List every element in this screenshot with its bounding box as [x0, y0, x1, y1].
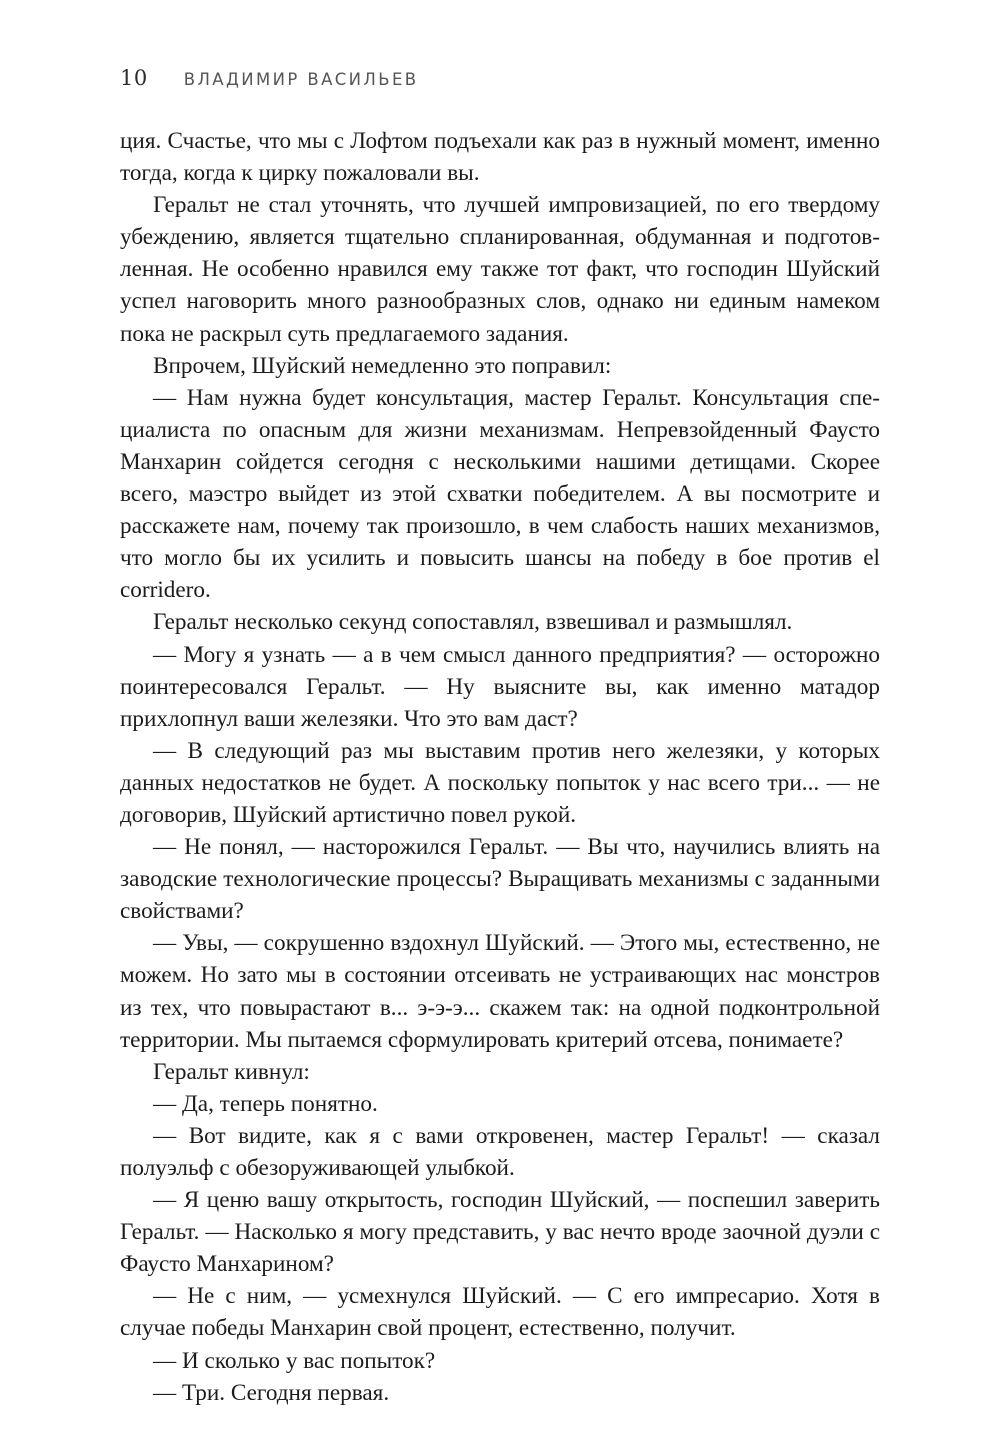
paragraph: Впрочем, Шуйский немедленно это поправил: [153, 352, 612, 379]
body-text [120, 125, 880, 1409]
author-name: ВЛАДИМИР ВАСИЛЬЕВ [183, 70, 419, 89]
paragraph: — И сколько у вас попыток? [153, 1347, 436, 1374]
paragraph: — Не понял, — насторожился Геральт. — Вы что, научились влиять на заводские технологические процессы? Выращивать механизмы с заданными свойствами? [120, 834, 880, 925]
paragraph: — Могу я узнать — а в чем смысл данного предприятия? — осторожно поинтересовался Геральт. — Ну выясните вы, как именно матадор прихлопнул ваши железяки. Что это вам даст? [120, 641, 880, 732]
paragraph: — Не с ним, — усмехнулся Шуйский. — С его импресарио. Хотя в случае победы Манхарин свой процент, естественно, получит. [120, 1283, 880, 1342]
paragraph: — Вот видите, как я с вами откровенен, мастер Геральт! — сказал полуэльф с обезоруживающей улыбкой. [120, 1122, 880, 1181]
paragraph: ция. Счастье, что мы с Лофтом подъехали как раз в нужный момент, именно тогда, когда к цирку пожаловали вы. [120, 128, 880, 187]
running-head [120, 66, 419, 100]
page-number: 10 [120, 66, 148, 90]
paragraph: — Нам нужна будет консультация, мастер Геральт. Консультация специалиста по опасным для жизни механизмам. Непревзойденный Фаусто Манхарин сойдется сегодня с несколькими нашими детищами. Скорее всего, маэстро выйдет из этой схватки победителем. А вы посмотрите и расскажете нам, почему так произошло, в чем слабость наших механизмов, что могло бы их усилить и повысить шансы на победу в бое против el corridero. [120, 384, 880, 604]
paragraph: — Да, теперь понятно. [153, 1090, 378, 1117]
paragraph: — Увы, — сокрушенно вздохнул Шуйский. — Этого мы, естественно, не можем. Но зато мы в состоянии отсеивать не устраивающих нас монстров из тех, что повырастают в... э-э-э... скажем так: на одной подконтрольной территории. Мы пытаемся сформулировать критерий отсева, понимаете? [120, 930, 880, 1053]
paragraph: Геральт не стал уточнять, что лучшей импровизацией, по его твердому убеждению, является тщательно спланированная, обдуманная и подготовленная. Не особенно нравился ему также тот факт, что господин Шуйский успел наговорить много разнообразных слов, однако ни единым намеком пока не раскрыл суть предлагаемого задания. [120, 192, 880, 347]
paragraph: — В следующий раз мы выставим против него железяки, у которых данных недостатков не будет. А поскольку попыток у нас всего три... — не договорив, Шуйский артистично повел рукой. [120, 737, 880, 828]
paragraph: — Три. Сегодня первая. [153, 1379, 390, 1406]
paragraph: — Я ценю вашу открытость, господин Шуйский, — поспешил заверить Геральт. — Насколько я могу представить, у вас нечто вроде заочной дуэли с Фаусто Манхарином? [120, 1187, 880, 1278]
paragraph: Геральт кивнул: [153, 1058, 310, 1085]
paragraph: Геральт несколько секунд сопоставлял, взвешивал и размышлял. [153, 609, 793, 636]
